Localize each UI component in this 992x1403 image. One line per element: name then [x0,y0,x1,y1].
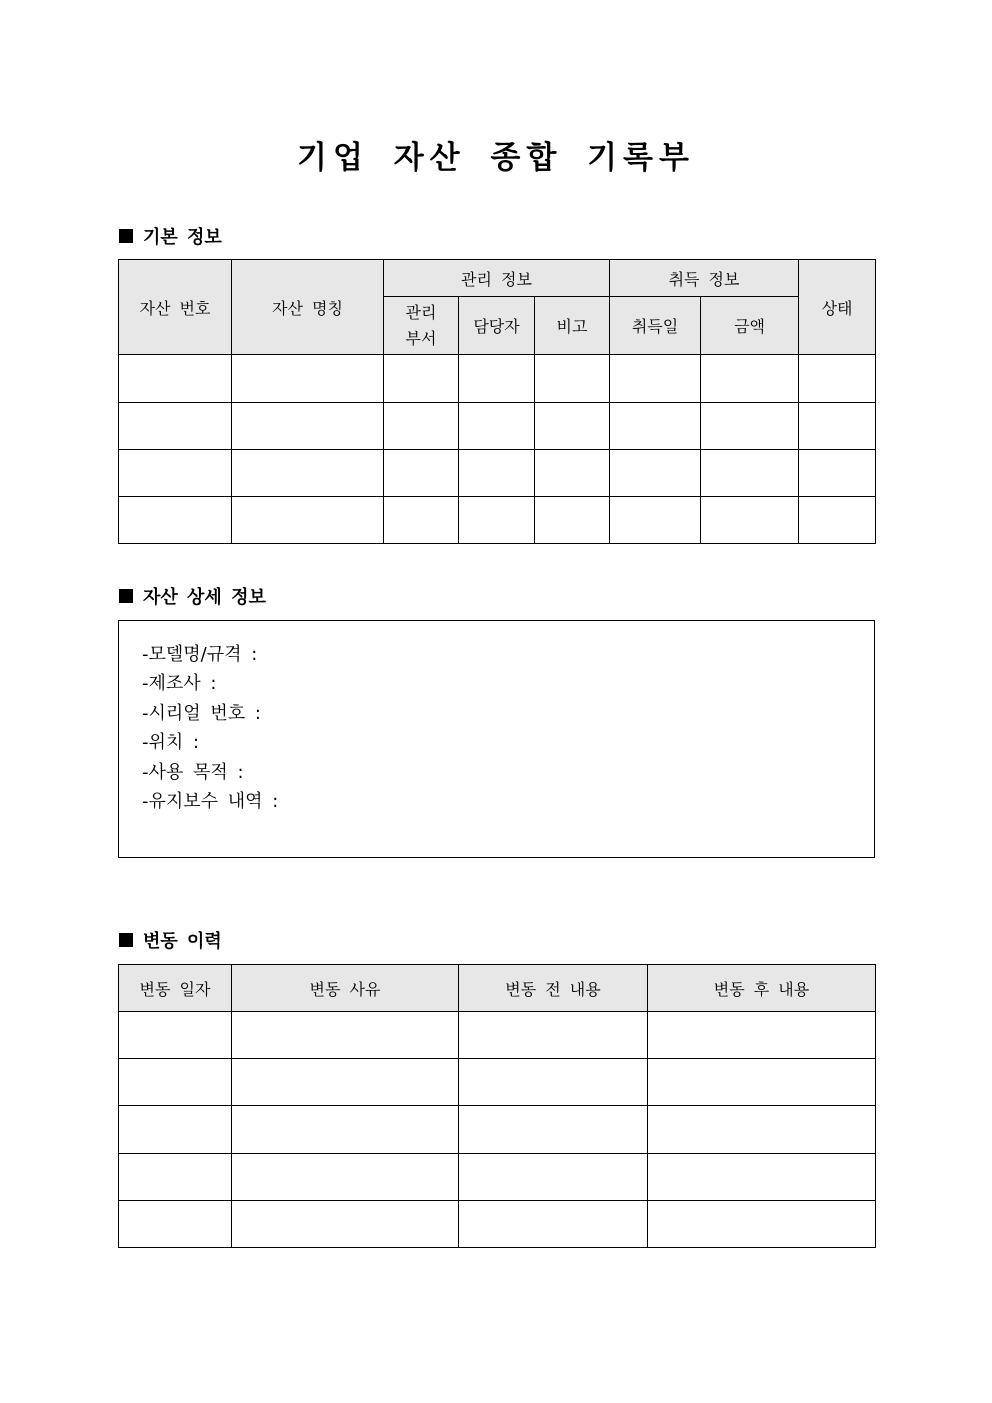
table-row [119,1059,876,1106]
table-cell[interactable] [119,497,232,544]
header-change-date: 변동 일자 [119,965,232,1012]
table-cell[interactable] [799,450,876,497]
table-cell[interactable] [119,1059,232,1106]
header-status: 상태 [799,260,876,355]
detail-field-purpose: -사용 목적 : [142,761,244,783]
table-cell[interactable] [701,355,799,403]
detail-field-location: -위치 : [142,732,200,754]
table-cell[interactable] [535,450,610,497]
header-asset-number: 자산 번호 [119,260,232,355]
table-cell[interactable] [119,355,232,403]
detail-field-serial: -시리얼 번호 : [142,702,261,724]
table-cell[interactable] [119,450,232,497]
header-acquisition-info: 취득 정보 [610,260,799,297]
table-cell[interactable] [701,497,799,544]
header-before-content: 변동 전 내용 [459,965,648,1012]
table-cell[interactable] [459,1106,648,1154]
header-management-dept [384,297,459,355]
table-cell[interactable] [535,355,610,403]
table-cell[interactable] [648,1012,876,1059]
table-cell[interactable] [119,1154,232,1201]
detail-field-maintenance: -유지보수 내역 : [142,791,279,813]
table-cell[interactable] [384,497,459,544]
table-cell[interactable] [459,1201,648,1248]
table-cell[interactable] [232,403,384,450]
asset-detail-heading-label: 자산 상세 정보 [143,587,266,608]
table-cell[interactable] [232,355,384,403]
header-after-content: 변동 후 내용 [648,965,876,1012]
table-cell[interactable] [384,450,459,497]
table-cell[interactable] [384,355,459,403]
table-cell[interactable] [119,1201,232,1248]
table-cell[interactable] [459,1059,648,1106]
table-cell[interactable] [799,355,876,403]
table-cell[interactable] [232,497,384,544]
table-cell[interactable] [232,1201,459,1248]
header-management-dept-line2: 부서 [405,328,437,348]
change-history-heading [119,927,222,953]
basic-info-heading-label: 기본 정보 [143,227,222,248]
asset-detail-list [142,640,278,816]
header-change-reason: 변동 사유 [232,965,459,1012]
table-row [119,1012,876,1059]
table-cell[interactable] [799,497,876,544]
detail-field-manufacturer: -제조사 : [142,673,217,695]
header-management-dept-line1: 관리 [405,302,437,322]
table-cell[interactable] [232,1154,459,1201]
table-cell[interactable] [701,450,799,497]
table-row [119,355,876,403]
asset-detail-heading [119,583,266,609]
header-note: 비고 [535,297,610,355]
header-management-info: 관리 정보 [384,260,610,297]
detail-field-model: -모델명/규격 : [142,644,258,665]
table-row [119,403,876,450]
basic-info-table [118,259,876,544]
header-manager: 담당자 [459,297,535,355]
table-cell[interactable] [459,1154,648,1201]
table-cell[interactable] [459,1012,648,1059]
table-cell[interactable] [610,450,701,497]
table-cell[interactable] [535,497,610,544]
asset-detail-box [118,620,875,858]
table-cell[interactable] [384,403,459,450]
black-square-icon [119,933,133,947]
change-history-table [118,964,876,1248]
table-cell[interactable] [459,497,535,544]
table-cell[interactable] [459,403,535,450]
table-cell[interactable] [232,1059,459,1106]
table-cell[interactable] [535,403,610,450]
table-cell[interactable] [232,1012,459,1059]
document-title: 기업 자산 종합 기록부 [297,140,695,176]
table-cell[interactable] [610,403,701,450]
table-row [119,1106,876,1154]
table-cell[interactable] [648,1106,876,1154]
table-row [119,497,876,544]
table-cell[interactable] [232,1106,459,1154]
header-amount: 금액 [701,297,799,355]
table-row [119,1201,876,1248]
black-square-icon [119,589,133,603]
table-cell[interactable] [610,355,701,403]
table-cell[interactable] [610,497,701,544]
table-cell[interactable] [119,1012,232,1059]
table-cell[interactable] [119,1106,232,1154]
table-row [119,450,876,497]
basic-info-heading [119,223,222,249]
change-history-heading-label: 변동 이력 [143,931,222,952]
table-cell[interactable] [459,450,535,497]
table-row [119,1154,876,1201]
table-cell[interactable] [459,355,535,403]
header-acquisition-date: 취득일 [610,297,701,355]
table-cell[interactable] [799,403,876,450]
table-cell[interactable] [119,403,232,450]
table-cell[interactable] [232,450,384,497]
table-cell[interactable] [648,1059,876,1106]
table-cell[interactable] [648,1154,876,1201]
table-cell[interactable] [648,1201,876,1248]
table-cell[interactable] [701,403,799,450]
black-square-icon [119,229,133,243]
header-asset-name: 자산 명칭 [232,260,384,355]
